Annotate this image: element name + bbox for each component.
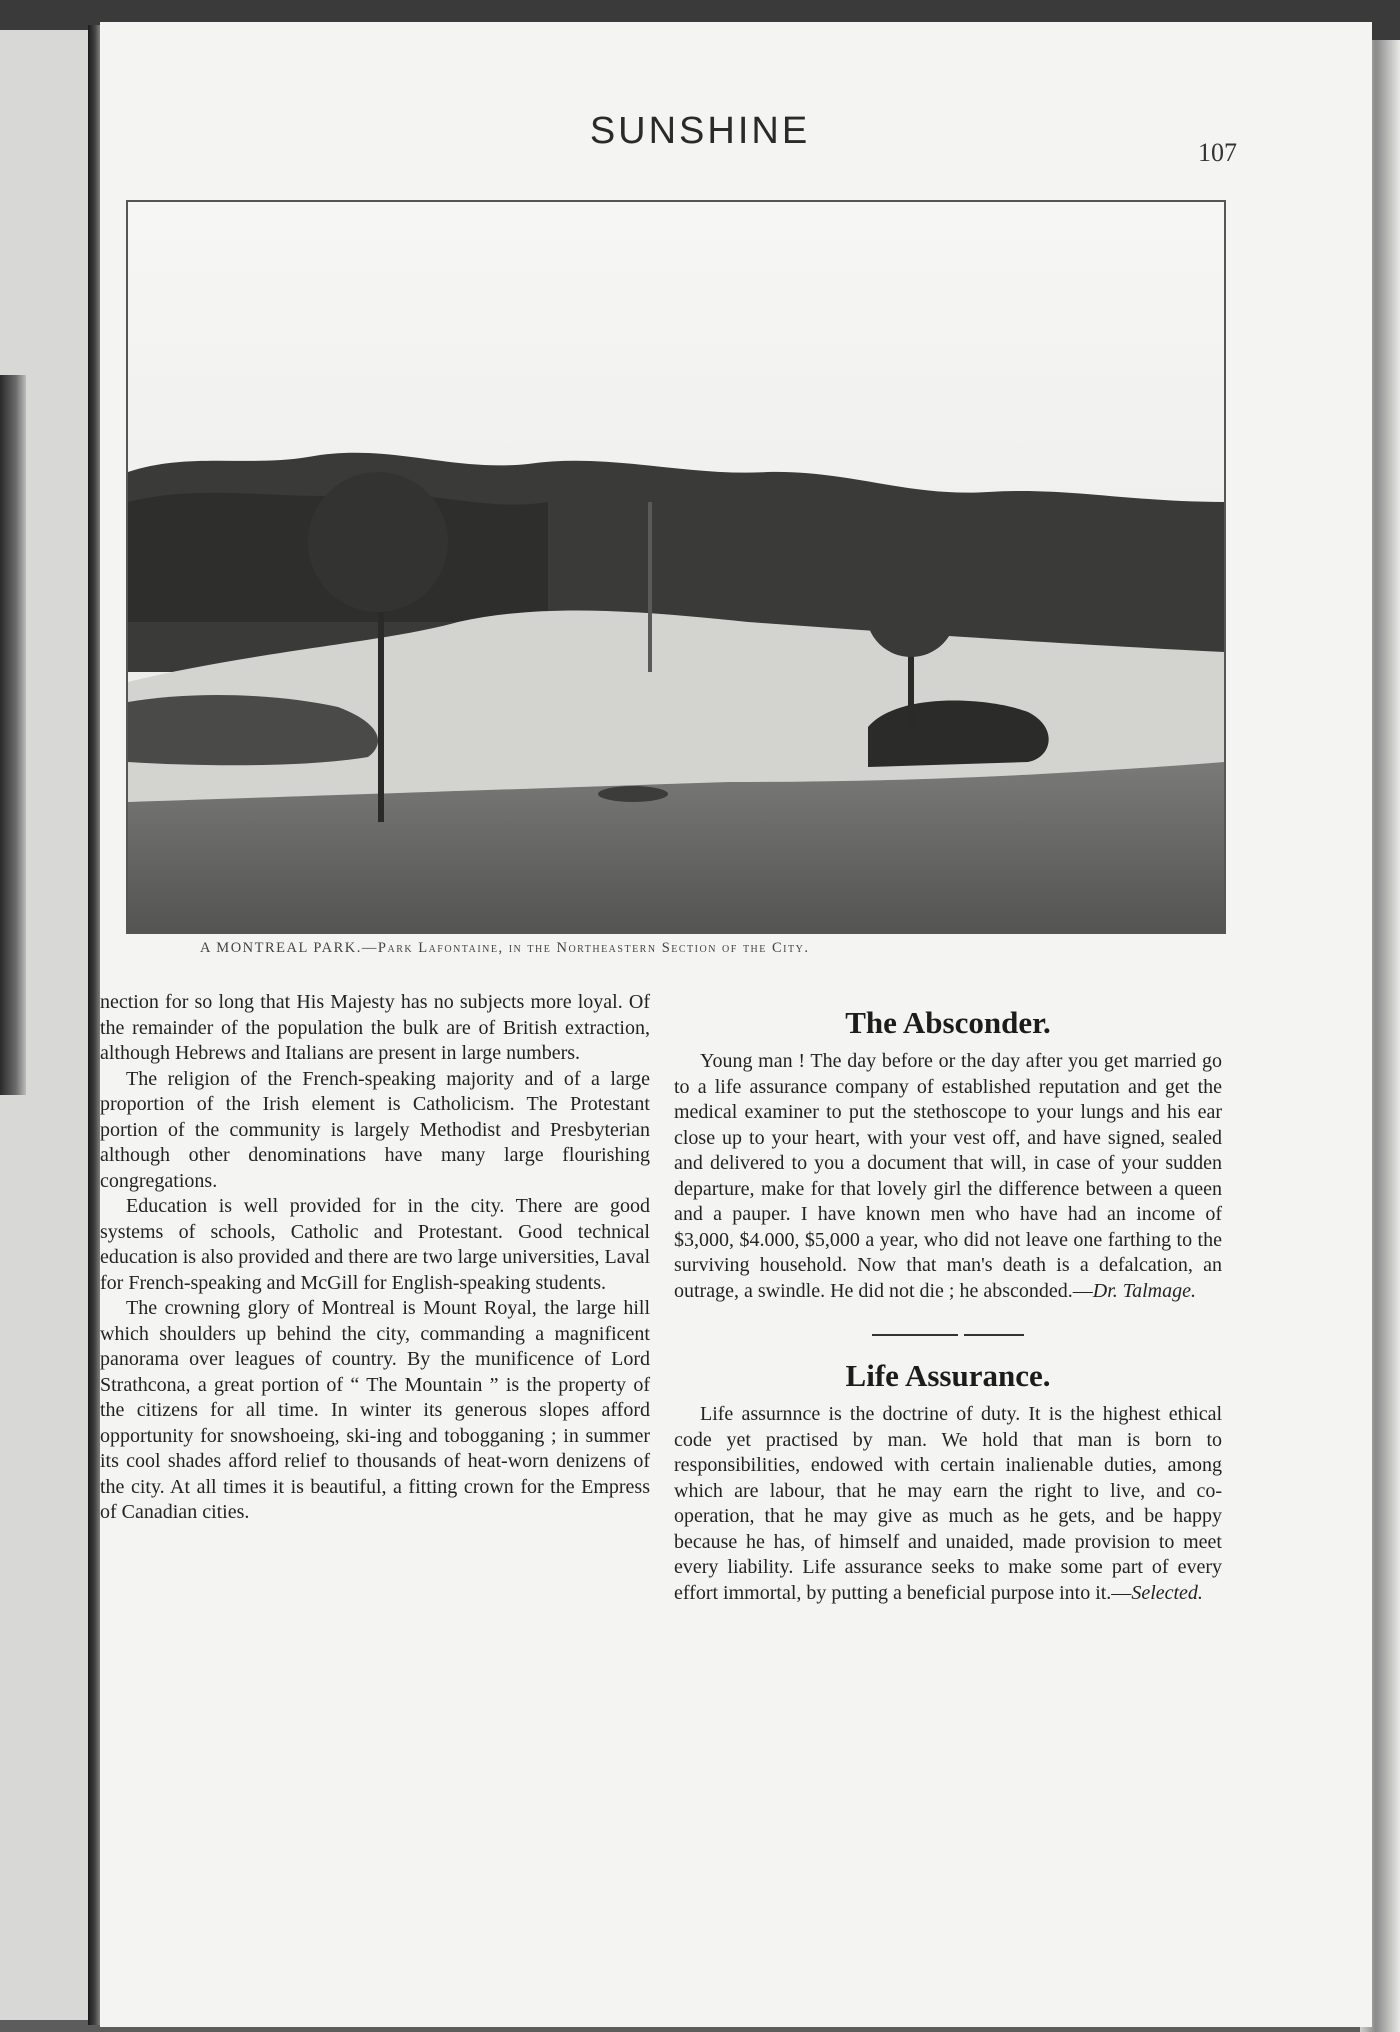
paragraph-mount-royal: The crowning glory of Montreal is Mount Royal, the large hill which shoulders up behind the city, commanding a magnificent panorama over leagues of country. By the munificence of Lord Strathcona, a great portion of “ The Mountain ” is the property of the citizens for all time. In winter its generous slopes afford opportunity for snowshoeing, ski-ing and tobogganing ; in summer its cool shades afford relief to thousands of heat-worn denizens of the city. At all times it is beautiful, a fitting crown for the Empress of Canadian cities.	[100, 1297, 650, 1523]
paragraph-loyalty: nection for so long that His Majesty has no subjects more loyal. Of the remainder of the population the bulk are of British extraction, although Hebrews and Italians are present in large numbers.	[100, 991, 650, 1064]
photo-caption: A MONTREAL PARK.—Park Lafontaine, in the Northeastern Section of the City.	[200, 940, 810, 956]
absconder-attribution: Dr. Talmage.	[1092, 1279, 1196, 1302]
facing-page-photo-fragment	[0, 375, 26, 1095]
section-divider	[674, 1334, 1222, 1336]
life-assurance-body: Life assurnnce is the doctrine of duty. It is the highest ethical code yet practised by man. We hold that man is born to responsibilities, endowed with certain inalienable duties, among which are labour, that he may earn the right to live, and co-operation, that he may give as much as he gets, and be happy because he has, of himself and unaided, made provision to meet every liability. Life assurance seeks to make some part of every effort immortal, by putting a beneficial purpose into it.—	[674, 1403, 1222, 1604]
running-head: SUNSHINE	[589, 110, 811, 152]
page-number: 107	[1198, 138, 1237, 167]
absconder-heading: The Absconder.	[845, 1005, 1051, 1040]
right-column	[674, 1005, 1222, 1606]
absconder-body: Young man ! The day before or the day after you get married go to a life assurance company of established reputation and get the medical examiner to put the stethoscope to your lungs and his ear close up to your heart, with your vest off, and have signed, sealed and delivered to you a document that will, in case of your sudden departure, make for that lovely girl the difference between a queen and a pauper. I have known men who have had an income of $3,000, $4.000, $5,000 a year, who did not leave one farthing to the surviving household. Now that man's death is a defalcation, an outrage, a swindle. He did not die ; he absconded.—	[674, 1050, 1222, 1302]
divider-rule-right	[964, 1334, 1024, 1336]
facing-page-edge	[0, 30, 92, 2020]
absconder-text	[674, 1049, 1222, 1304]
life-assurance-text	[674, 1402, 1222, 1606]
life-assurance-heading: Life Assurance.	[845, 1358, 1051, 1393]
divider-rule-left	[872, 1334, 958, 1336]
paragraph-education: Education is well provided for in the city. There are good systems of schools, Catholic and Protestant. Good technical education is also provided and there are two large universities, Laval for French-speaking and McGill for English-speaking students.	[100, 1195, 650, 1294]
park-photo-image	[128, 202, 1224, 932]
left-column	[100, 990, 650, 1526]
life-assurance-attribution: Selected.	[1131, 1581, 1203, 1604]
paragraph-religion: The religion of the French-speaking majority and of a large proportion of the Irish element is Catholicism. The Protestant portion of the community is largely Methodist and Presbyterian although other denominations have many large flourishing congregations.	[100, 1067, 650, 1192]
park-photograph	[126, 200, 1226, 934]
